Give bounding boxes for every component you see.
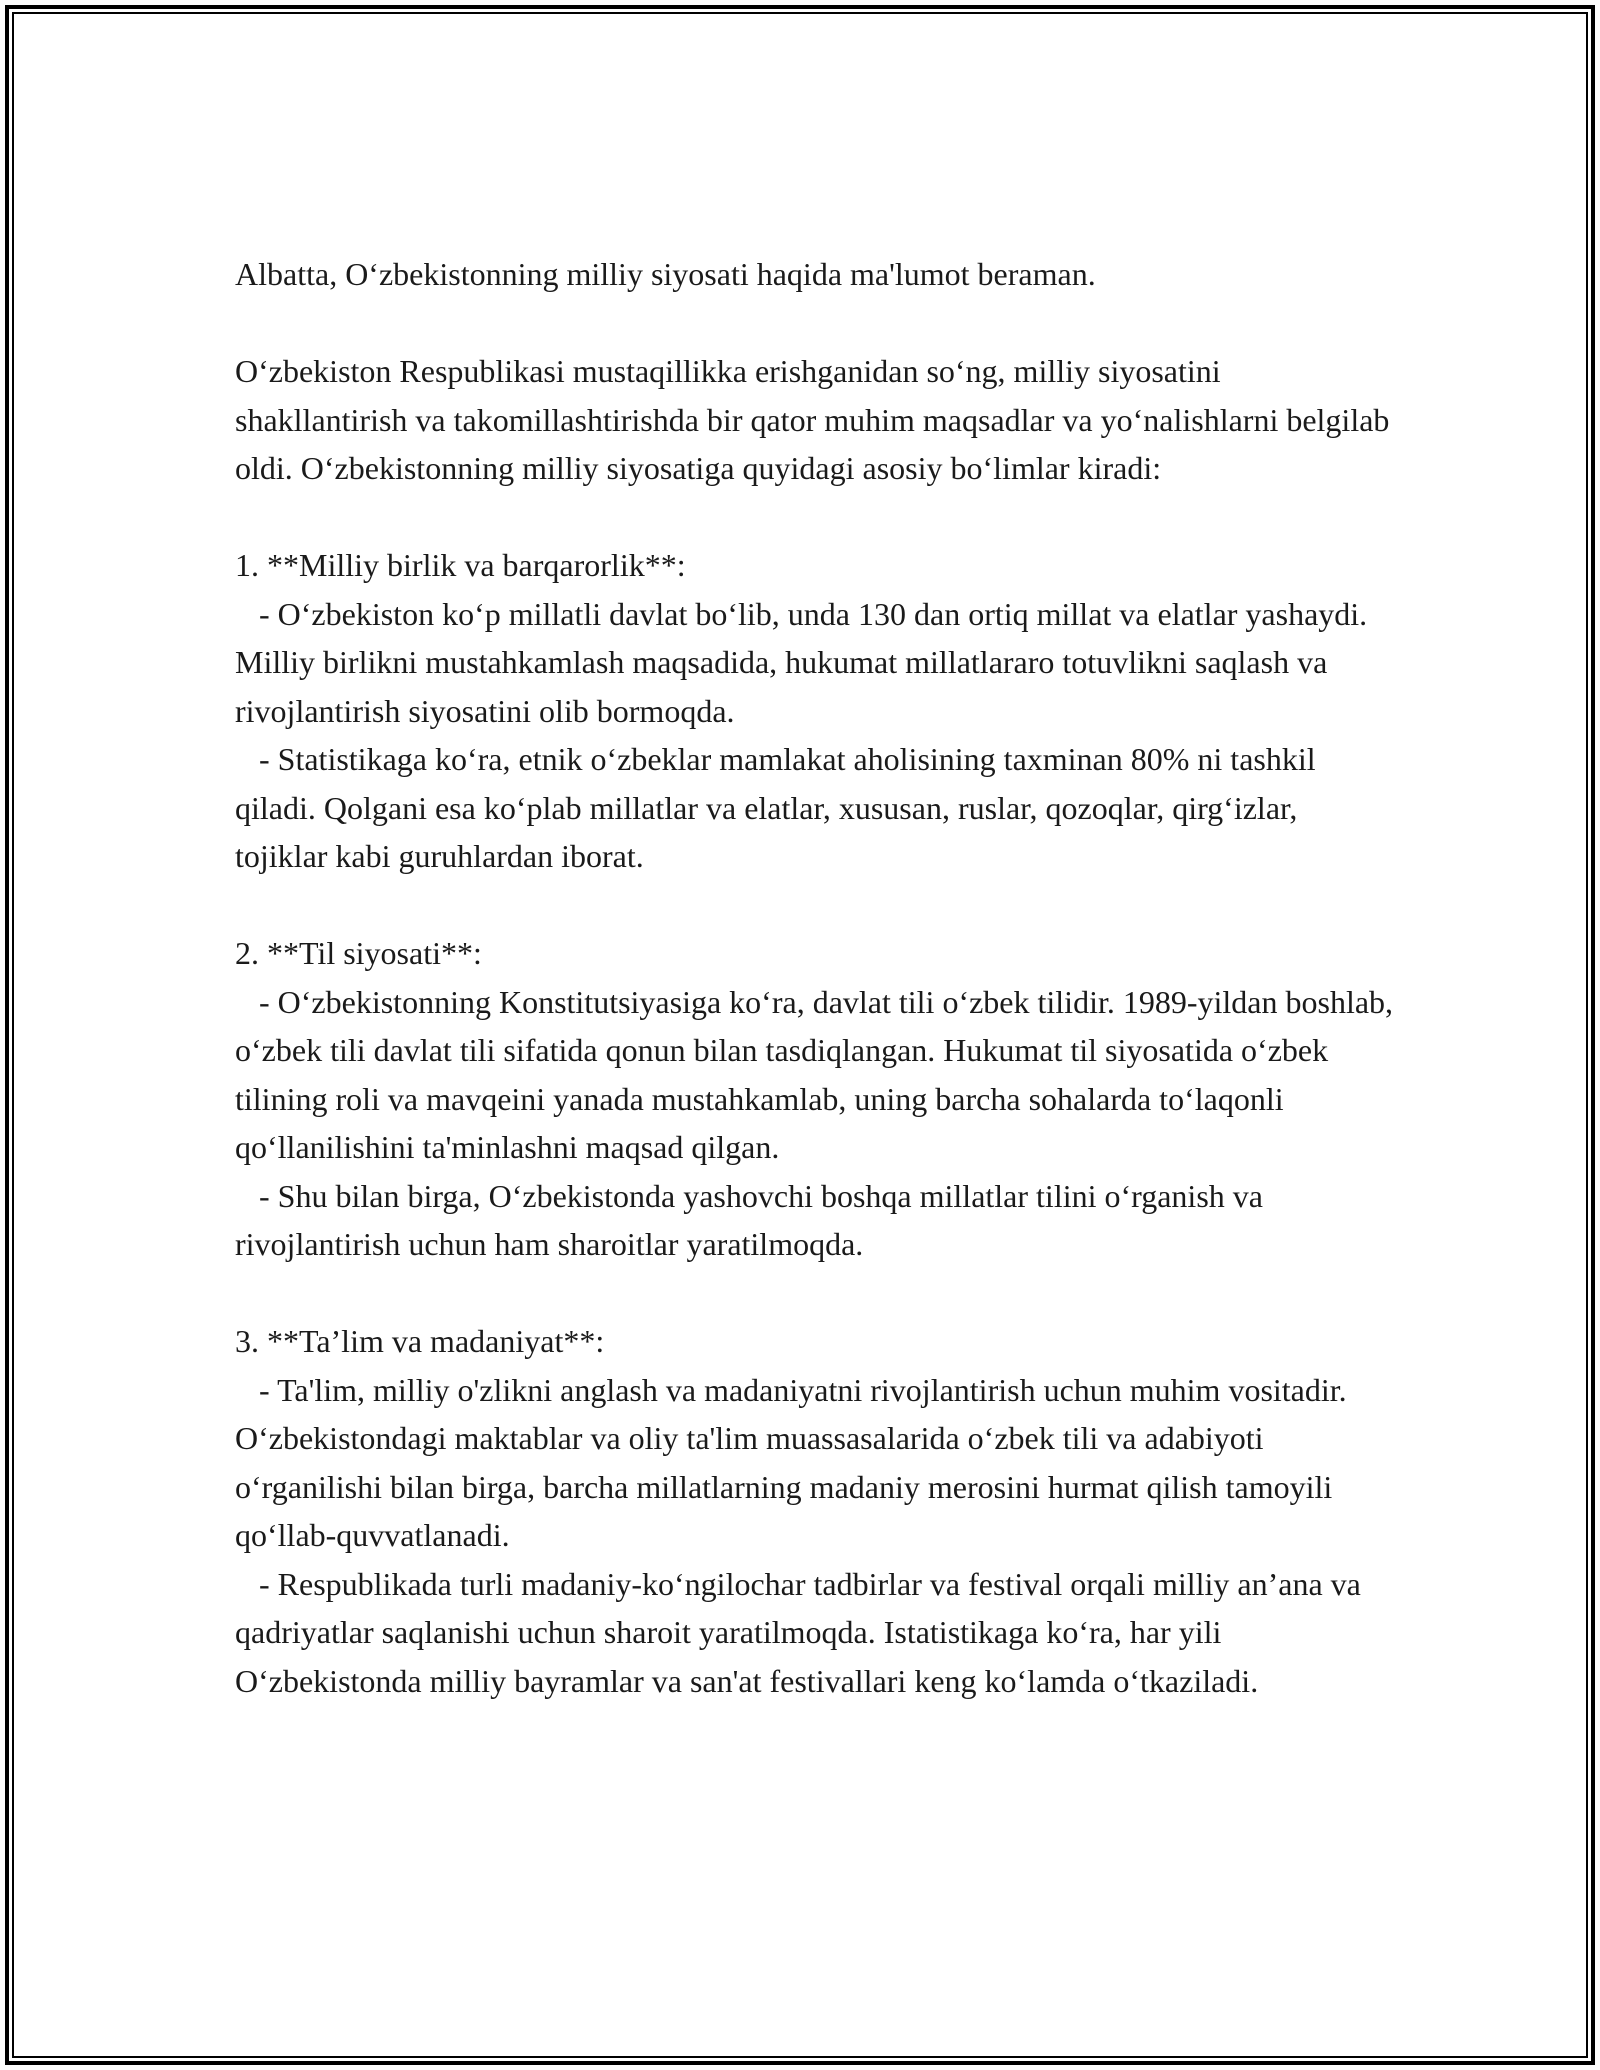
document-body-text: Albatta, O‘zbekistonning milliy siyosati haqida ma'lumot beraman. O‘zbekiston Respublikasi mustaqillikka erishganidan so‘ng, milliy siyosatini shakllantirish va takomillashtirishda bir qator muhim maqsadlar va yo‘nalishlarni belgilab oldi. O‘zbekistonning milliy siyosatiga quyidagi asosiy bo‘limlar kiradi: 1. **Milliy birlik va barqarorlik**: - O‘zbekiston ko‘p millatli davlat bo‘lib, unda 130 dan ortiq millat va elatlar yashaydi. Milliy birlikni mustahkamlash maqsadida, hukumat millatlararo totuvlikni saqlash va rivojlantirish siyosatini olib bormoqda. - Statistikaga ko‘ra, etnik o‘zbeklar mamlakat aholisining taxminan 80% ni tashkil qiladi. Qolgani esa ko‘plab millatlar va elatlar, xususan, ruslar, qozoqlar, qirg‘izlar, tojiklar kabi guruhlardan iborat. 2. **Til siyosati**: - O‘zbekistonning Konstitutsiyasiga ko‘ra, davlat tili o‘zbek tilidir. 1989-yildan boshlab, o‘zbek tili davlat tili sifatida qonun bilan tasdiqlangan. Hukumat til siyosatida o‘zbek tilining roli va mavqeini yanada mustahkamlab, uning barcha sohalarda to‘laqonli qo‘llanilishini ta'minlashni maqsad qilgan. - Shu bilan birga, O‘zbekistonda yashovchi boshqa millatlar tilini o‘rganish va rivojlantirish uchun ham sharoitlar yaratilmoqda. 3. **Ta’lim va madaniyat**: - Ta'lim, milliy o'zlikni anglash va madaniyatni rivojlantirish uchun muhim vositadir. O‘zbekistondagi maktablar va oliy ta'lim muassasalarida o‘zbek tili va adabiyoti o‘rganilishi bilan birga, barcha millatlarning madaniy merosini hurmat qilish tamoyili qo‘llab-quvvatlanadi. - Respublikada turli madaniy-ko‘ngilochar tadbirlar va festival orqali milliy an’ana va qadriyatlar saqlanishi uchun sharoit yaratilmoqda. Istatistikaga ko‘ra, har yili O‘zbekistonda milliy bayramlar va san'at festivallari keng ko‘lamda o‘tkaziladi. — [235, 256, 1394, 1699]
